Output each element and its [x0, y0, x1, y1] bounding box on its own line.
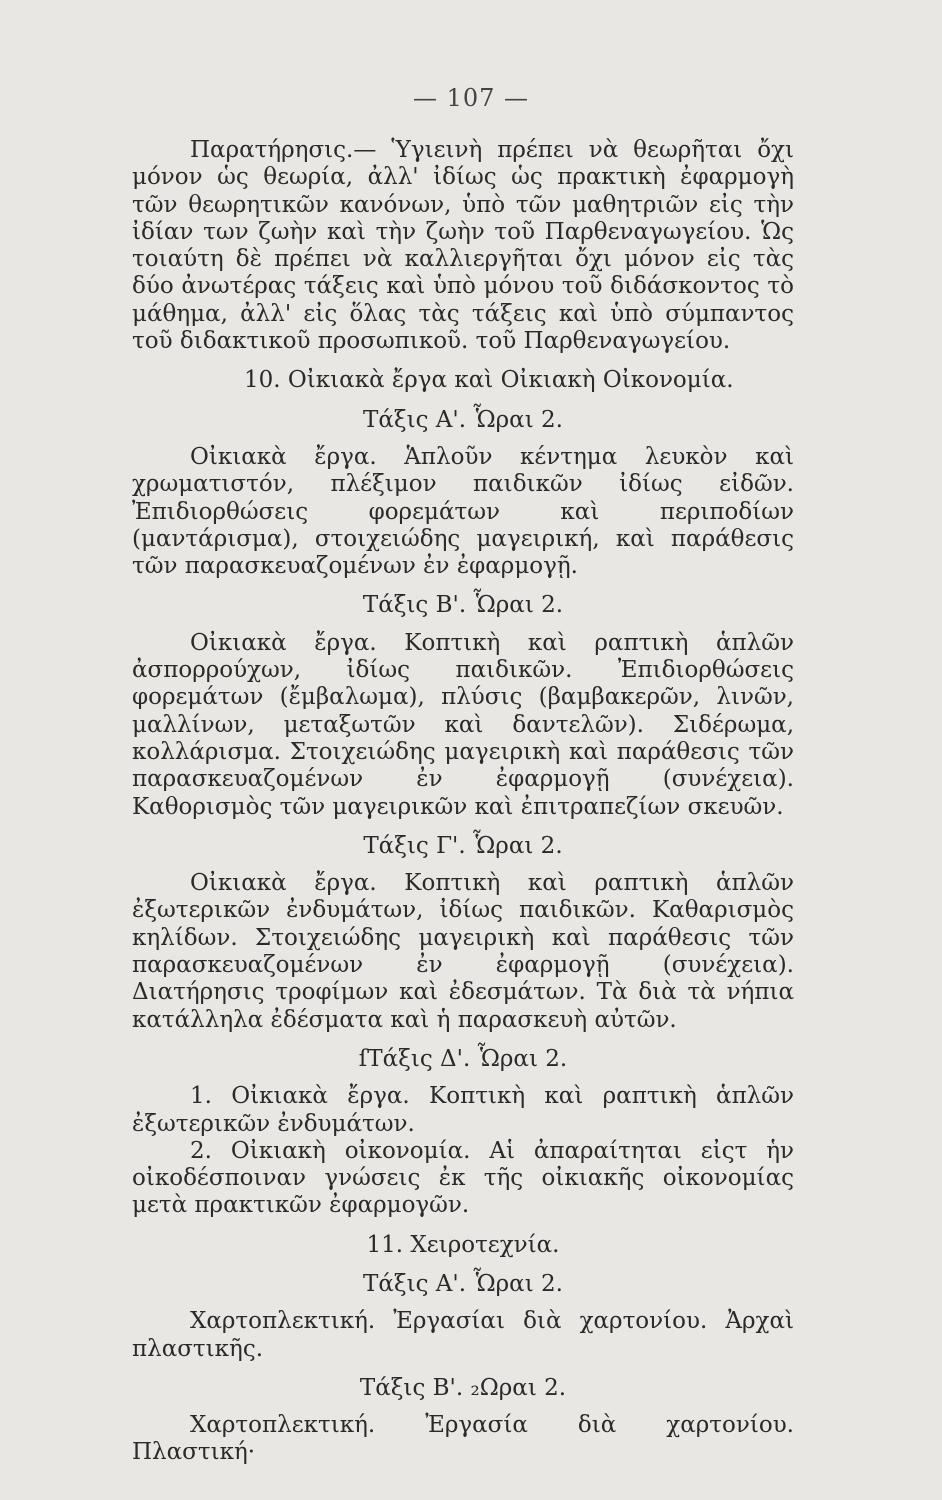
section-11-class-a-text: Χαρτοπλεκτική. Ἐργασίαι διὰ χαρτονίου. Ἀρχαὶ πλαστικῆς. — [132, 1308, 794, 1362]
section-11-class-b-heading: Τάξις Β'. ₂Ωραι 2. — [359, 1374, 567, 1401]
section-10-class-b-heading: Τάξις Β'. Ὧραι 2. — [362, 592, 564, 619]
remark-paragraph: Παρατήρησις.— Ὑγιεινὴ πρέπει νὰ θεωρῆται ὄχι μόνον ὡς θεωρία, ἀλλ' ἰδίως ὡς πρακτικὴ ἐφαρμογὴ τῶν θεωρητικῶν κανόνων, ὑπὸ τῶν μαθητριῶν εἰς τὴν ἰδίαν των ζωὴν καὶ τὴν ζωὴν τοῦ Παρθεναγωγείου. Ὡς τοιαύτη δὲ πρέπει νὰ καλλιεργῆται ὄχι μόνον εἰς τὰς δύο ἀνωτέρας τάξεις καὶ ὑπὸ μόνου τοῦ διδάσκοντος τὸ μάθημα, ἀλλ' εἰς ὅλας τὰς τάξεις καὶ ὑπὸ σύμπαντος τοῦ διδακτικοῦ προσωπικοῦ. τοῦ Παρθεναγωγείου. — [132, 137, 794, 355]
section-11-class-b-text: Χαρτοπλεκτική. Ἐργασία διὰ χαρτονίου. Πλαστική· — [132, 1412, 794, 1466]
section-10-class-d-heading: ſΤάξις Δ'. Ὧραι 2. — [358, 1045, 568, 1072]
section-10-class-c-text: Οἰκιακὰ ἔργα. Κοπτικὴ καὶ ραπτικὴ ἁπλῶν ἐξωτερικῶν ἐνδυμάτων, ἰδίως παιδικῶν. Καθαρισμὸς κηλίδων. Στοιχειώδης μαγειρικὴ καὶ παράθεσις τῶν παρασκευαζομένων ἐν ἐφαρμογῇ (συνέχεια). Διατήρησις τροφίμων καὶ ἐδεσμάτων. Τὰ διὰ τὰ νήπια κατάλληλα ἐδέσματα καὶ ἡ παρασκευὴ αὐτῶν. — [132, 870, 794, 1033]
page-body — [132, 137, 794, 1467]
section-11-title: 11. Χειροτεχνία. — [366, 1231, 560, 1258]
section-10-class-c-heading: Τάξις Γ'. Ὧραι 2. — [363, 832, 563, 859]
section-11-class-a-heading: Τάξις Α'. Ὧραι 2. — [363, 1270, 563, 1297]
section-10-class-a-text: Οἰκιακὰ ἔργα. Ἁπλοῦν κέντημα λευκὸν καὶ χρωματιστόν, πλέξιμον παιδικῶν ἰδίως εἰδῶν. Ἐπιδιορθώσεις φορεμάτων καὶ περιποδίων (μαντάρισμα), στοιχειώδης μαγειρική, καὶ παράθεσις τῶν παρασκευαζομένων ἐν ἐφαρμογῇ. — [132, 443, 794, 580]
page-number: — 107 — — [412, 84, 530, 112]
section-10-class-d-item-2: 2. Οἰκιακὴ οἰκονομία. Αἱ ἀπαραίτηται εἰςτ ἡν οἰκοδέσποιναν γνώσεις ἐκ τῆς οἰκιακῆς οἰκονομίας μετὰ πρακτικῶν ἐφαρμογῶν. — [132, 1137, 794, 1219]
section-10-title: 10. Οἰκιακὰ ἔργα καὶ Οἰκιακὴ Οἰκονομία. — [244, 367, 734, 394]
section-10-class-b-text: Οἰκιακὰ ἔργα. Κοπτικὴ καὶ ραπτικὴ ἁπλῶν ἀσπορρούχων, ἰδίως παιδικῶν. Ἐπιδιορθώσεις φορεμάτων (ἔμβαλωμα), πλύσις (βαμβακερῶν, λινῶν, μαλλίνων, μεταξωτῶν καὶ δαντελῶν). Σιδέρωμα, κολλάρισμα. Στοιχειώδης μαγειρικὴ καὶ παράθεσις τῶν παρασκευαζομένων ἐν ἐφαρμογῇ (συνέχεια). Καθορισμὸς τῶν μαγειρικῶν καὶ ἐπιτραπεζίων σκευῶν. — [132, 629, 794, 820]
section-10-class-d-item-1: 1. Οἰκιακὰ ἔργα. Κοπτικὴ καὶ ραπτικὴ ἁπλῶν ἐξωτερικῶν ἐνδυμάτων. — [132, 1083, 794, 1137]
section-10-class-a-heading: Τάξις Α'. Ὧραι 2. — [363, 406, 563, 433]
